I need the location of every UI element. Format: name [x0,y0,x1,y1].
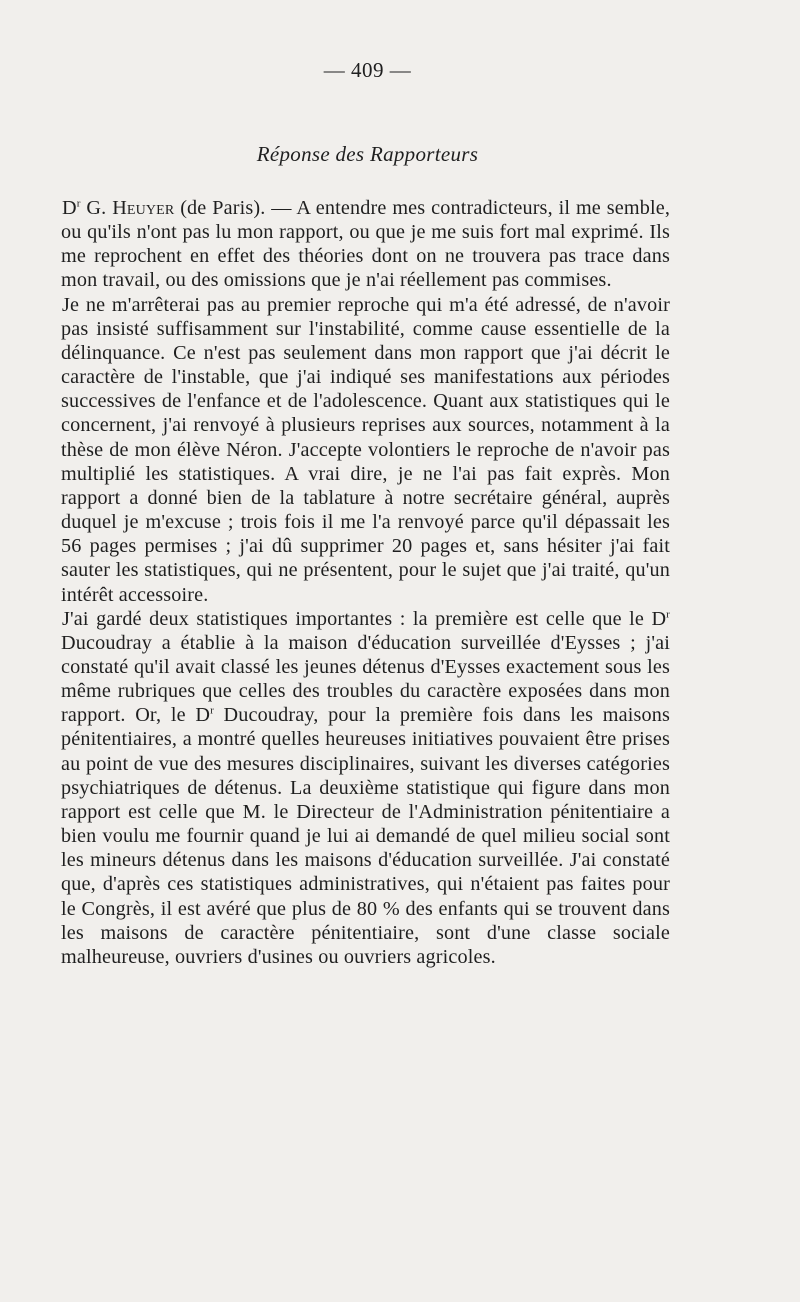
speaker-origin: (de Paris). [180,197,266,219]
body-text [61,196,670,969]
paragraph-3-part-2: Ducoudray a établie à la maison d'éducation surveillée d'Eysses ; j'ai constaté qu'il avait classé les jeunes détenus d'Eysses exactement sous les même rubriques que celles des troubles du caractère exposées dans mon rapport. Or, le D [61,631,670,727]
paragraph-3-part-3: Ducoudray, pour la première fois dans les maisons pénitentiaires, a montré quelles heureuses initiatives pouvaient être prises au point de vue des mesures disciplinaires, suivant les diverses catégories psychiatriques de détenus. La deuxième statistique qui figure dans mon rapport est celle que M. le Directeur de l'Administration pénitentiaire a bien voulu me fournir quand je lui ai demandé de quel milieu social sont les mineurs détenus dans les maisons d'éducation surveillée. J'ai constaté que, d'après ces statistiques administratives, qui n'étaient pas faites pour le Congrès, il est avéré que plus de 80 % des enfants qui se trouvent dans les maisons de caractère pénitentiaire, sont d'une classe sociale malheureuse, ouvriers d'usines ou ouvriers agricoles. [61,704,670,968]
section-title: Réponse des Rapporteurs [256,142,479,166]
paragraph-2: Je ne m'arrêterai pas au premier reproche qui m'a été adressé, de n'avoir pas insisté suffisamment sur l'instabilité, comme cause essentielle de la délinquance. Ce n'est pas seulement dans mon rapport que j'ai décrit le caractère de l'instable, que j'ai indiqué ses manifestations aux périodes successives de l'enfance et de l'adolescence. Quant aux statistiques qui le concernent, j'ai renvoyé à plusieurs reprises aux sources, notamment à la thèse de mon élève Néron. J'accepte volontiers le reproche de n'avoir pas multiplié les statistiques. A vrai dire, je ne l'ai pas fait exprès. Mon rapport a donné bien de la tablature à notre secrétaire général, auprès duquel je m'excuse ; trois fois il me l'a renvoyé parce qu'il dépassait les 56 pages permises ; j'ai dû supprimer 20 pages et, sans hésiter j'ai fait sauter les statistiques, qui ne présentent, pour le sujet que j'ai traité, qu'un intérêt accessoire. [61,293,670,606]
page-number: — 409 — [323,58,412,82]
speaker-name: Heuyer [112,197,175,219]
paragraph-3-sup-2: r [210,704,214,717]
paragraph-1 [61,196,670,293]
speaker-title-sup: r [76,197,81,210]
speaker-initial: G. [86,197,107,219]
paragraph-1-text: — A entendre mes contradicteurs, il me semble, ou qu'ils n'ont pas lu mon rapport, ou que je me suis fort mal exprimé. Ils me reprochent en effet des théories dont on ne trouvera pas trace dans mon travail, ou des omissions que je n'ai réellement pas commises. [61,197,671,292]
paragraph-3-sup-1: r [666,607,670,620]
paragraph-3-part-1: J'ai gardé deux statistiques importantes : la première est celle que le D [62,607,667,630]
speaker-title: D [62,197,77,219]
paragraph-3 [61,607,670,969]
